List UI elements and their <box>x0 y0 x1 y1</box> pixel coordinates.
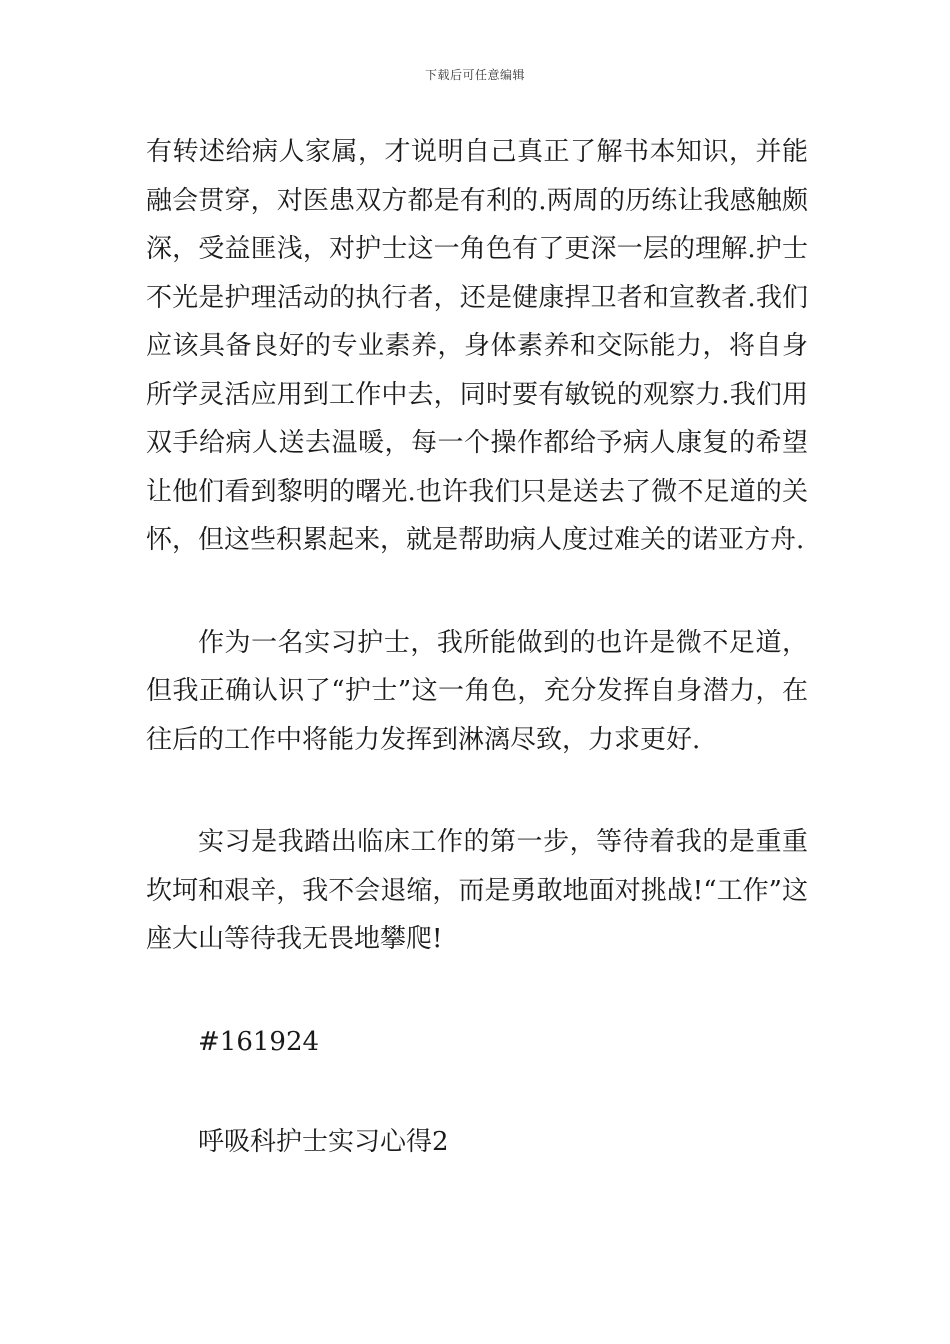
paragraph-spacer <box>146 964 808 1018</box>
document-id: #161924 <box>198 1026 320 1057</box>
paragraph-spacer <box>146 764 808 818</box>
document-body <box>146 128 808 1167</box>
paragraph-first-step: 实习是我踏出临床工作的第一步，等待着我的是重重坎坷和艰辛，我不会退缩，而是勇敢地面对挑战!“工作”这座大山等待我无畏地攀爬! <box>146 827 808 954</box>
page-header-note: 下载后可任意编辑 <box>424 68 525 82</box>
paragraph-spacer <box>146 565 808 619</box>
paragraph-continuation: 有转述给病人家属，才说明自己真正了解书本知识，并能融会贯穿，对医患双方都是有利的.两周的历练让我感触颇深，受益匪浅，对护士这一角色有了更深一层的理解.护士不光是护理活动的执行者，还是健康捍卫者和宣教者.我们应该具备良好的专业素养，身体素养和交际能力，将自身所学灵活应用到工作中去，同时要有敏锐的观察力.我们用双手给病人送去温暖，每一个操作都给予病人康复的希望让他们看到黎明的曙光.也许我们只是送去了微不足道的关怀，但这些积累起来，就是帮助病人度过难关的诺亚方舟. <box>146 137 808 555</box>
paragraph-role-reflection: 作为一名实习护士，我所能做到的也许是微不足道，但我正确认识了“护士”这一角色，充分发挥自身潜力，在往后的工作中将能力发挥到淋漓尽致，力求更好. <box>146 627 808 755</box>
section-title: 呼吸科护士实习心得2 <box>198 1127 449 1157</box>
paragraph-spacer <box>146 1066 808 1118</box>
